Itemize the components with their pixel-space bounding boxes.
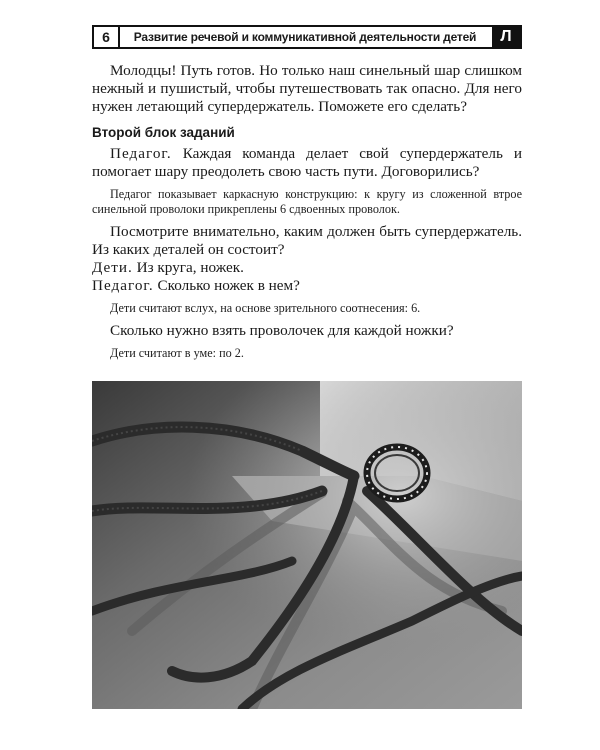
stage-note-3: Дети считают в уме: по 2. bbox=[110, 346, 244, 360]
dialogue-teacher-2 bbox=[92, 277, 522, 295]
dialogue-children bbox=[92, 259, 522, 277]
stage-note-1: Педагог показывает каркасную конструкцию: к кругу из сложенной втрое синельной проволоки прикреплены 6 сдвоенных проволок. bbox=[92, 187, 522, 216]
running-header bbox=[92, 25, 522, 49]
header-title: Развитие речевой и коммуникативной деятельности детей bbox=[133, 30, 477, 44]
photo-chenille-holder bbox=[92, 381, 522, 709]
paragraph-question-2: Сколько нужно взять проволочек для каждой ножки? bbox=[110, 322, 454, 339]
dialogue-text: Из круга, ножек. bbox=[132, 259, 244, 276]
page-number: 6 bbox=[94, 27, 120, 47]
paragraph-intro: Молодцы! Путь готов. Но только наш синельный шар слишком нежный и пушистый, чтобы путешествовать так опасно. Для него нужен летающий супердержатель. Поможете его сделать? bbox=[92, 62, 522, 115]
speaker-label: Дети. bbox=[92, 259, 133, 276]
speaker-label: Педагог. bbox=[92, 277, 154, 294]
section-mark: Л bbox=[492, 27, 520, 47]
section-heading: Второй блок заданий bbox=[92, 125, 235, 140]
dialogue-text: Каждая команда делает свой супердержатель и помогает шару преодолеть свою часть пути. Договорились? bbox=[92, 145, 522, 180]
speaker-label: Педагог. bbox=[110, 145, 172, 162]
dialogue-teacher-1 bbox=[92, 145, 522, 181]
stage-note-2: Дети считают вслух, на основе зрительного соотнесения: 6. bbox=[110, 301, 421, 315]
page-body bbox=[92, 62, 522, 367]
paragraph-question: Посмотрите внимательно, каким должен быть супердержатель. Из каких деталей он состоит? bbox=[92, 223, 522, 258]
dialogue-text: Сколько ножек в нем? bbox=[153, 277, 300, 294]
